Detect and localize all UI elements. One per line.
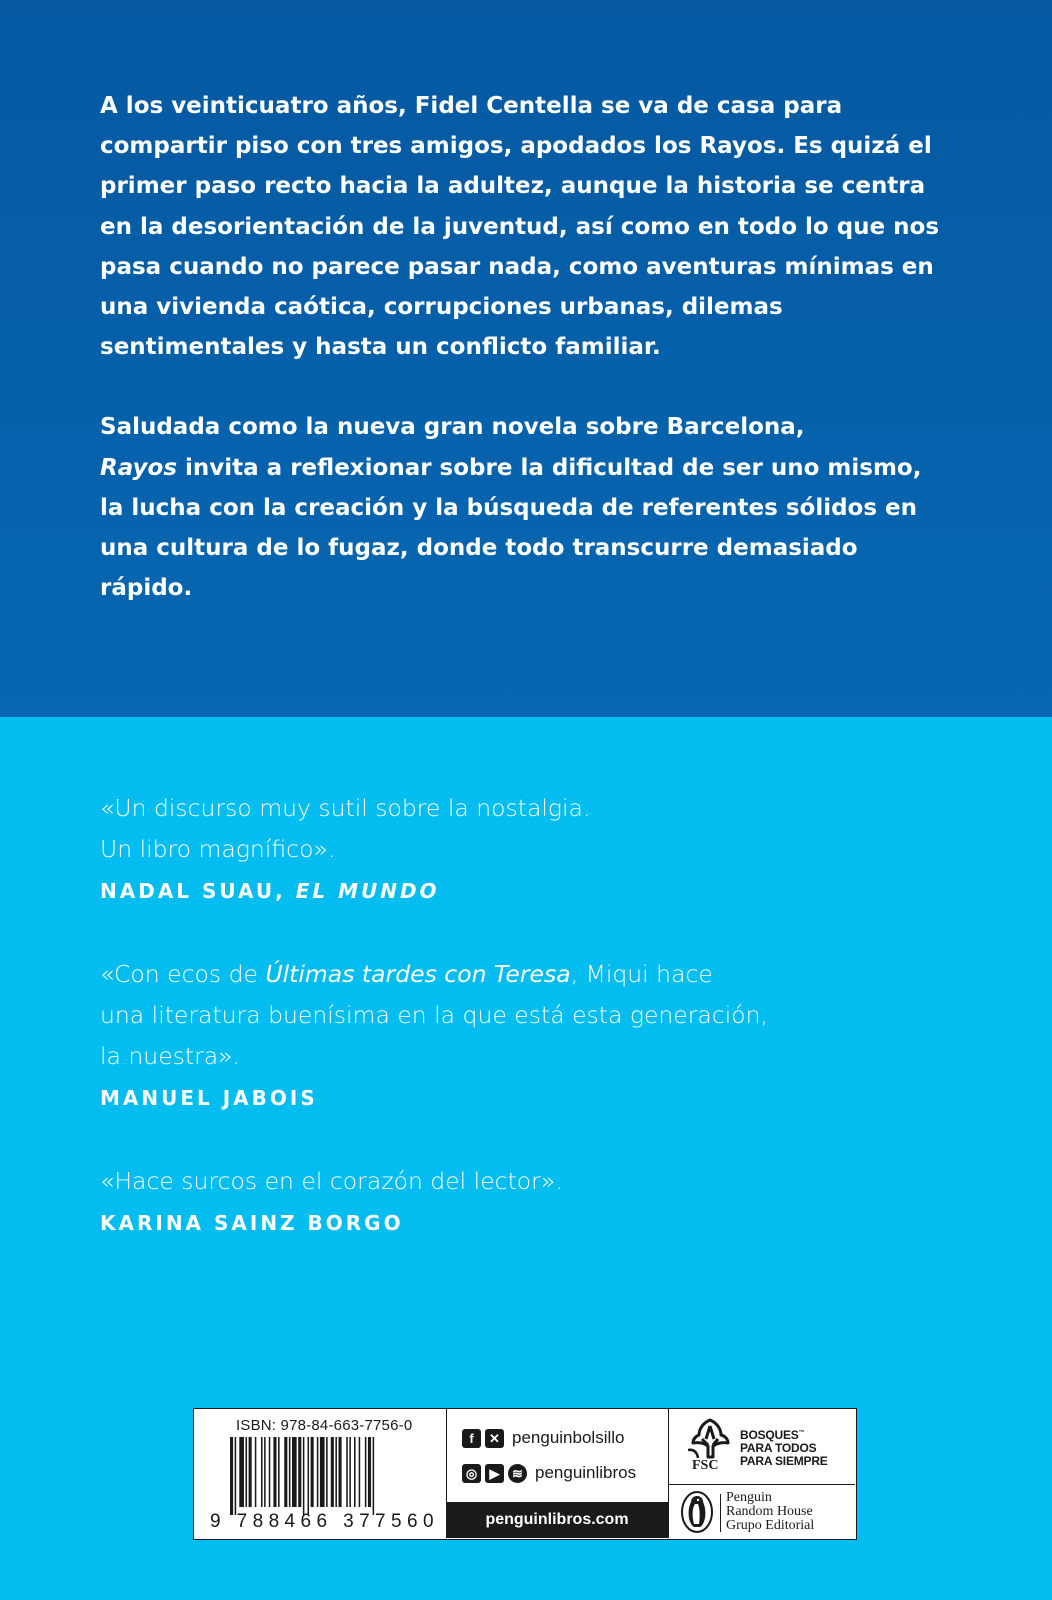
barcode-bar	[230, 1437, 233, 1515]
publisher-name	[726, 1491, 814, 1533]
review-quote-2-author: MANUEL JABOIS	[100, 1086, 318, 1110]
synopsis-paragraph-2	[100, 407, 940, 608]
review-quote-2-line-3: la nuestra».	[100, 1042, 241, 1070]
fsc-line-2: PARA TODOS	[740, 1441, 817, 1455]
review-quote-2-work-title: Últimas tardes con Teresa	[265, 960, 571, 988]
fsc-label: FSC	[692, 1458, 719, 1473]
barcode-bar	[235, 1437, 237, 1515]
barcode-bar	[349, 1437, 351, 1507]
barcode	[230, 1437, 412, 1515]
barcode-bar	[292, 1437, 297, 1507]
instagram-icon[interactable]: ◎	[462, 1464, 481, 1483]
synopsis-text	[100, 86, 940, 608]
barcode-bar	[303, 1437, 305, 1515]
barcode-bar	[365, 1437, 367, 1507]
review-quote-2	[100, 954, 768, 1113]
spotify-icon[interactable]: ≋	[508, 1464, 527, 1483]
barcode-bar	[246, 1437, 248, 1507]
social-row-2	[462, 1463, 636, 1483]
publisher-line-1: Penguin	[726, 1490, 772, 1505]
barcode-bar	[317, 1437, 319, 1507]
youtube-icon[interactable]: ▶	[485, 1464, 504, 1483]
fsc-trademark: ™	[798, 1430, 805, 1436]
barcode-bar	[278, 1437, 280, 1507]
synopsis-panel	[0, 0, 1052, 717]
review-quote-1-author	[100, 876, 590, 906]
barcode-bar	[308, 1437, 310, 1515]
barcode-bar	[298, 1437, 301, 1507]
x-icon[interactable]: ✕	[485, 1429, 504, 1448]
facebook-icon[interactable]: f	[462, 1429, 481, 1448]
barcode-bar	[354, 1437, 356, 1507]
barcode-bar	[339, 1437, 342, 1507]
social-section	[446, 1409, 669, 1538]
fsc-tree-icon	[688, 1417, 732, 1459]
synopsis-paragraph-1: A los veinticuatro años, Fidel Centella se va de casa para compartir piso con tres amigos, apodados los Rayos. Es quizá el primer paso recto hacia la adultez, aunque la historia se centra en la desorientación de la juventud, así como en todo lo que nos pasa cuando no parece pasar nada, como aventuras mínimas en una vivienda caótica, corrupciones urbanas, dilemas sentimentales y hasta un conflicto familiar.	[100, 93, 940, 361]
barcode-bar	[249, 1437, 252, 1507]
barcode-bar	[261, 1437, 263, 1507]
fsc-text	[740, 1427, 828, 1468]
publisher-divider	[720, 1494, 721, 1532]
penguin-icon	[680, 1490, 714, 1534]
barcode-bar	[320, 1437, 325, 1507]
barcode-bar	[373, 1437, 375, 1515]
review-quote-2-text	[100, 954, 768, 1077]
barcode-bar	[289, 1437, 291, 1507]
barcode-bar	[331, 1437, 334, 1507]
review-quote-1-line-1: «Un discurso muy sutil sobre la nostalgia.	[100, 794, 591, 822]
review-quote-2-line-2: una literatura buenísima en la que está esta generación,	[100, 1001, 769, 1029]
barcode-bar	[326, 1437, 328, 1507]
barcode-bar	[269, 1437, 271, 1507]
social-handle-1[interactable]: penguinbolsillo	[512, 1428, 625, 1447]
review-quote-3-author: KARINA SAINZ BORGO	[100, 1211, 404, 1235]
publisher-logo	[668, 1486, 855, 1538]
synopsis-paragraph-2-rest: invita a reflexionar sobre la dificultad de ser uno mismo, la lucha con la creación y la búsqueda de referentes sólidos en una cultura de lo fugaz, donde todo transcurre demasiado rápido.	[100, 454, 922, 602]
review-quote-2-pre: «Con ecos de	[100, 960, 266, 988]
social-row-1	[462, 1428, 624, 1448]
fsc-line-3: PARA SIEMPRE	[740, 1454, 828, 1468]
publisher-line-3: Grupo Editorial	[726, 1518, 815, 1533]
review-author-name: NADAL SUAU,	[100, 879, 286, 903]
barcode-bar	[335, 1437, 337, 1507]
review-quote-3-text: «Hace surcos en el corazón del lector».	[100, 1167, 563, 1195]
website-link[interactable]: penguinlibros.com	[446, 1502, 668, 1538]
social-handle-2[interactable]: penguinlibros	[535, 1463, 637, 1482]
barcode-bar	[368, 1437, 371, 1507]
barcode-bar	[284, 1437, 287, 1507]
review-quote-1-text	[100, 788, 590, 870]
logos-section	[668, 1409, 855, 1538]
barcode-bar	[311, 1437, 314, 1507]
barcode-digits: 9 788466 377560	[210, 1511, 439, 1532]
synopsis-paragraph-2-intro: Saludada como la nueva gran novela sobre Barcelona,	[100, 414, 805, 441]
barcode-bar	[255, 1437, 257, 1507]
book-title: Rayos	[100, 454, 178, 481]
review-quote-1-line-2: Un libro magnífico».	[100, 835, 336, 863]
publisher-line-2: Random House	[726, 1504, 813, 1519]
barcode-bar	[273, 1437, 276, 1507]
barcode-section	[194, 1409, 447, 1538]
barcode-bar	[264, 1437, 266, 1507]
imprint-box	[193, 1408, 857, 1540]
barcode-bar	[239, 1437, 244, 1507]
fsc-logo	[668, 1409, 855, 1485]
review-quote-1	[100, 788, 590, 906]
review-quote-2-line-1-rest: , Miqui hace	[570, 960, 713, 988]
review-source: EL MUNDO	[295, 879, 440, 903]
isbn-label: ISBN: 978-84-663-7756-0	[236, 1417, 413, 1434]
barcode-bar	[346, 1437, 348, 1507]
barcode-bar	[359, 1437, 361, 1507]
review-quote-3	[100, 1161, 563, 1238]
fsc-line-1: BOSQUES	[740, 1428, 799, 1442]
